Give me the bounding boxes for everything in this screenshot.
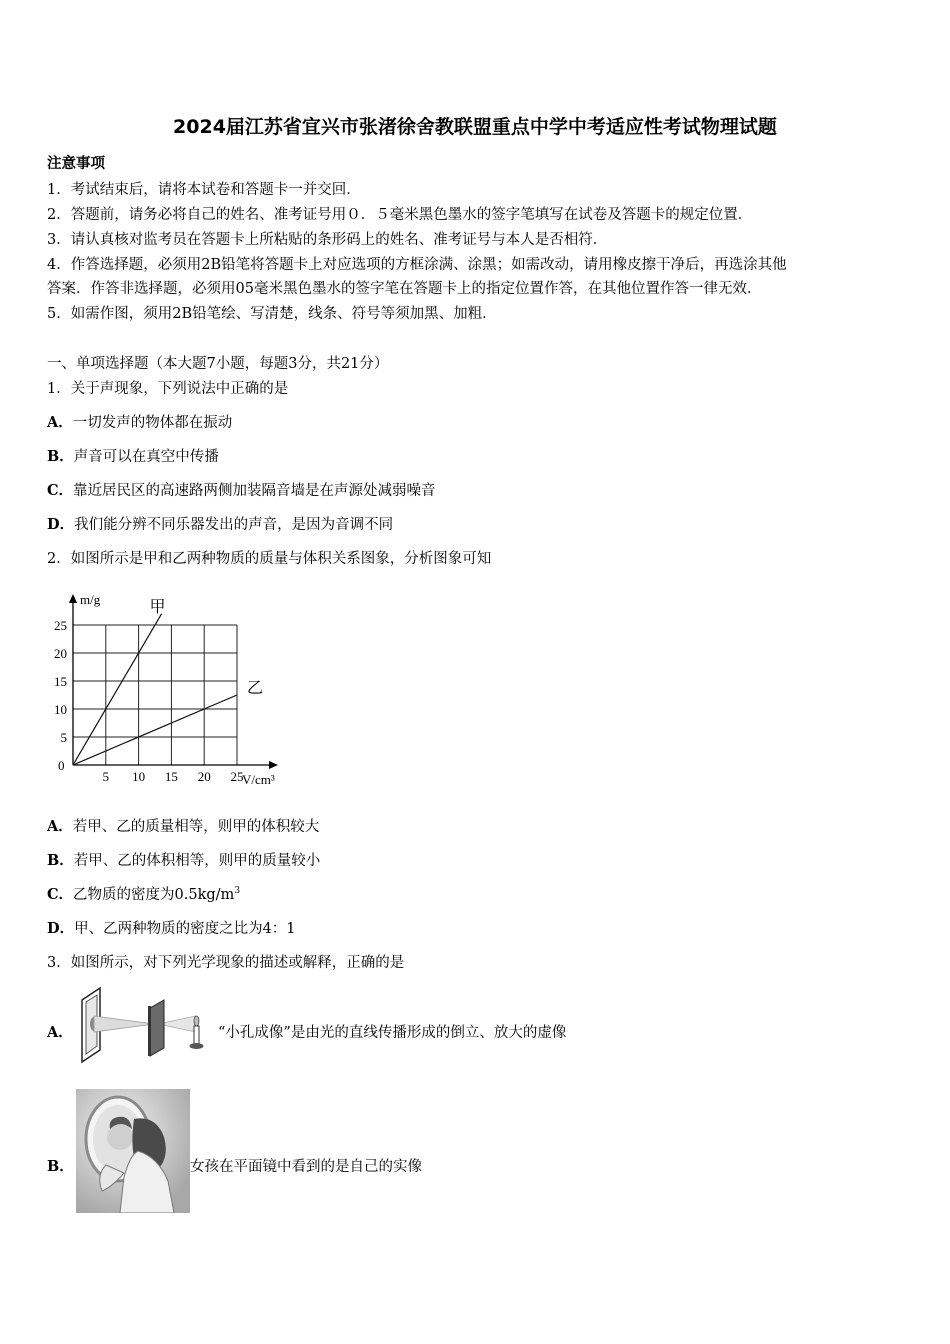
option-letter: B． [47, 852, 74, 869]
chart-grid [73, 625, 237, 765]
option-text: “小孔成像”是由光的直线传播形成的倒立、放大的虚像 [218, 1025, 567, 1041]
note-item: 2．答题前，请务必将自己的姓名、准考证号用０．５毫米黑色墨水的签字笔填写在试卷及答题卡的规定位置． [47, 207, 753, 223]
chart-ticks [54, 618, 244, 784]
note-item: 1．考试结束后，请将本试卷和答题卡一并交回． [47, 182, 361, 198]
question-1-option-c [47, 479, 436, 500]
question-1-option-a [47, 411, 232, 432]
x-axis-arrow [269, 761, 278, 769]
section-heading: 一、单项选择题（本大题7小题，每题3分，共21分） [47, 356, 389, 372]
y-tick-label: 20 [54, 646, 67, 661]
question-1-stem: 1．关于声现象，下列说法中正确的是 [47, 381, 289, 397]
x-tick-label: 15 [164, 769, 178, 784]
question-2-option-a [47, 815, 319, 836]
option-text: 一切发声的物体都在振动 [72, 415, 233, 431]
pinhole-camera-figure [78, 986, 213, 1064]
option-text: 甲、乙两种物质的密度之比为4：1 [74, 921, 296, 937]
series-line [73, 614, 162, 765]
question-2-option-b [47, 849, 320, 870]
question-2-stem: 2．如图所示是甲和乙两种物质的质量与体积关系图象，分析图象可知 [47, 551, 492, 567]
mass-volume-chart [40, 588, 300, 798]
y-tick-label: 15 [54, 674, 67, 689]
option-letter: C． [47, 482, 74, 499]
option-text: 声音可以在真空中传播 [73, 449, 219, 465]
question-3-stem: 3．如图所示，对下列光学现象的描述或解释，正确的是 [47, 955, 405, 971]
question-2-option-d [47, 917, 296, 938]
y-tick-label: 10 [54, 702, 67, 717]
option-text: 若甲、乙的体积相等，则甲的质量较小 [73, 853, 321, 869]
y-tick-label: 25 [54, 618, 67, 633]
x-tick-label: 25 [230, 769, 244, 784]
superscript: 3 [234, 886, 241, 897]
note-item: 4．作答选择题，必须用2B铅笔将答题卡上对应选项的方框涂满、涂黑；如需改动，请用橡皮擦干净后，再选涂其他 [47, 257, 787, 273]
option-letter: A． [47, 1024, 73, 1041]
girl-mirror-figure [76, 1089, 190, 1213]
option-letter: B． [47, 448, 74, 465]
note-item: 3．请认真核对监考员在答题卡上所粘贴的条形码上的姓名、准考证号与本人是否相符． [47, 232, 608, 248]
y-axis-arrow [69, 594, 77, 603]
origin-label: 0 [58, 758, 65, 773]
option-letter: B． [47, 1158, 74, 1175]
y-tick-label: 5 [60, 730, 67, 745]
note-item: 5．如需作图，须用2B铅笔绘、写清楚，线条、符号等须加黑、加粗． [47, 306, 497, 322]
option-letter: C． [47, 886, 74, 903]
x-tick-label: 10 [132, 769, 146, 784]
question-2-option-c [47, 883, 240, 904]
option-text: 乙物质的密度为0.5kg/m [73, 887, 235, 903]
question-1-option-b [47, 445, 219, 466]
option-letter: A． [47, 414, 73, 431]
page-title: 2024届江苏省宜兴市张渚徐舍教联盟重点中学中考适应性考试物理试题 [173, 116, 777, 138]
series-label: 乙 [247, 678, 264, 697]
option-text: 女孩在平面镜中看到的是自己的实像 [190, 1159, 422, 1175]
series-line [73, 695, 237, 765]
x-tick-label: 5 [102, 769, 110, 784]
x-axis-label: V/cm³ [242, 772, 275, 787]
series-label: 甲 [149, 597, 166, 616]
notes-heading: 注意事项 [47, 155, 105, 172]
option-text: 若甲、乙的质量相等，则甲的体积较大 [72, 819, 320, 835]
option-text: 靠近居民区的高速路两侧加装隔音墙是在声源处减弱噪音 [73, 483, 436, 499]
option-letter: A． [47, 818, 73, 835]
question-1-option-d [47, 513, 393, 534]
x-tick-label: 20 [197, 769, 211, 784]
option-letter: D． [47, 920, 75, 937]
option-text: 我们能分辨不同乐器发出的声音，是因为音调不同 [74, 517, 394, 533]
option-letter: D． [47, 516, 75, 533]
note-item-continued: 答案．作答非选择题，必须用05毫米黑色墨水的签字笔在答题卡上的指定位置作答，在其他位置作答一律无效． [47, 281, 762, 297]
y-axis-label: m/g [80, 592, 101, 607]
